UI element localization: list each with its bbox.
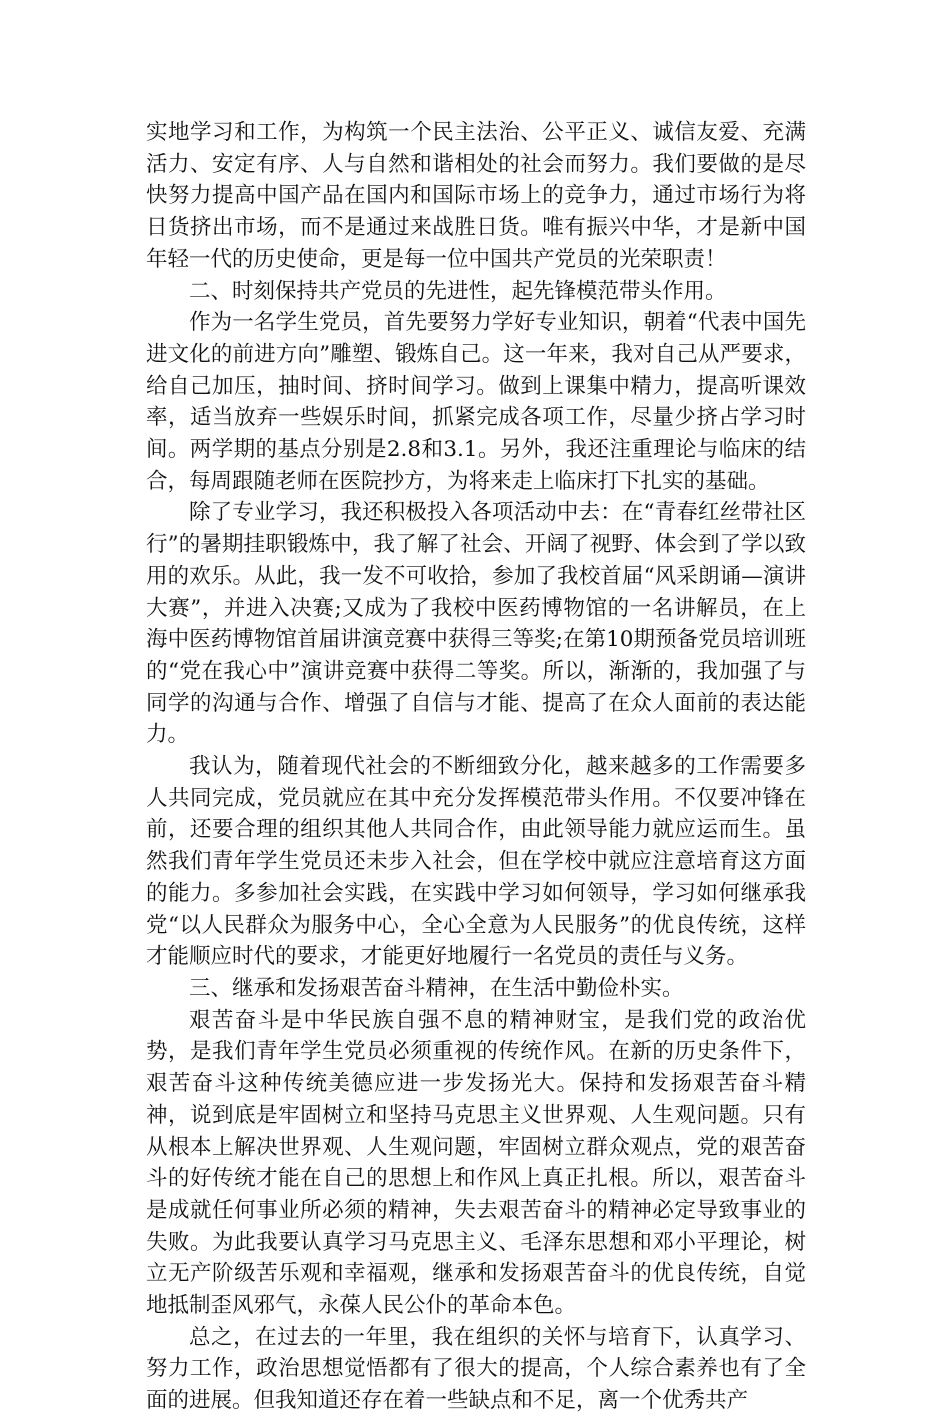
paragraph-hard-work: 艰苦奋斗是中华民族自强不息的精神财宝，是我们党的政治优势，是我们青年学生党员必须重视的传统作风。在新的历史条件下，艰苦奋斗这种传统美德应进一步发扬光大。保持和发扬艰苦奋斗精神，说到底是牢固树立和坚持马克思主义世界观、人生观问题。只有从根本上解决世界观、人生观问题，牢固树立群众观点，党的艰苦奋斗的好传统才能在自己的思想上和作风上真正扎根。所以，艰苦奋斗是成就任何事业所必须的精神，失去艰苦奋斗的精神必定导致事业的失败。为此我要认真学习马克思主义、毛泽东思想和邓小平理论，树立无产阶级苦乐观和幸福观，继承和发扬艰苦奋斗的优良传统，自觉地抵制歪风邪气，永葆人民公仆的革命本色。: [146, 1007, 806, 1319]
document-page: [146, 117, 806, 1417]
section-heading-three: 三、继承和发扬艰苦奋斗精神，在生活中勤俭朴实。: [189, 975, 684, 1001]
section-heading-two: 二、时刻保持共产党员的先进性，起先锋模范带头作用。: [189, 278, 727, 304]
paragraph-summary: 总之，在过去的一年里，我在组织的关怀与培育下，认真学习、努力工作，政治思想觉悟都有了很大的提高，个人综合素养也有了全面的进展。但我知道还存在着一些缺点和不足，离一个优秀共产: [146, 1324, 806, 1414]
paragraph-leadership: 我认为，随着现代社会的不断细致分化，越来越多的工作需要多人共同完成，党员就应在其中充分发挥模范带头作用。不仅要冲锋在前，还要合理的组织其他人共同合作，由此领导能力就应运而生。虽然我们青年学生党员还未步入社会，但在学校中就应注意培育这方面的能力。多参加社会实践，在实践中学习如何领导，学习如何继承我党“以人民群众为服务中心，全心全意为人民服务”的优良传统，这样才能顺应时代的要求，才能更好地履行一名党员的责任与义务。: [146, 754, 806, 970]
paragraph-activities: 除了专业学习，我还积极投入各项活动中去：在“青春红丝带社区行”的暑期挂职锻炼中，我了解了社会、开阔了视野、体会到了学以致用的欢乐。从此，我一发不可收拾，参加了我校首届“风采朗诵—演讲大赛”，并进入决赛;又成为了我校中医药博物馆的一名讲解员，在上海中医药博物馆首届讲演竞赛中获得三等奖;在第10期预备党员培训班的“党在我心中”演讲竞赛中获得二等奖。所以，渐渐的，我加强了与同学的沟通与合作、增强了自信与才能、提高了在众人面前的表达能力。: [146, 500, 806, 748]
paragraph-continuation: 实地学习和工作，为构筑一个民主法治、公平正义、诚信友爱、充满活力、安定有序、人与自然和谐相处的社会而努力。我们要做的是尽快努力提高中国产品在国内和国际市场上的竞争力，通过市场行为将日货挤出市场，而不是通过来战胜日货。唯有振兴中华，才是新中国年轻一代的历史使命，更是每一位中国共产党员的光荣职责！: [146, 120, 806, 272]
paragraph-professional-study: 作为一名学生党员，首先要努力学好专业知识，朝着“代表中国先进文化的前进方向”雕塑、锻炼自己。这一年来，我对自己从严要求，给自己加压，抽时间、挤时间学习。做到上课集中精力，提高听课效率，适当放弃一些娱乐时间，抓紧完成各项工作，尽量少挤占学习时间。两学期的基点分别是2.8和3.1。另外，我还注重理论与临床的结合，每周跟随老师在医院抄方，为将来走上临床打下扎实的基础。: [146, 310, 806, 494]
